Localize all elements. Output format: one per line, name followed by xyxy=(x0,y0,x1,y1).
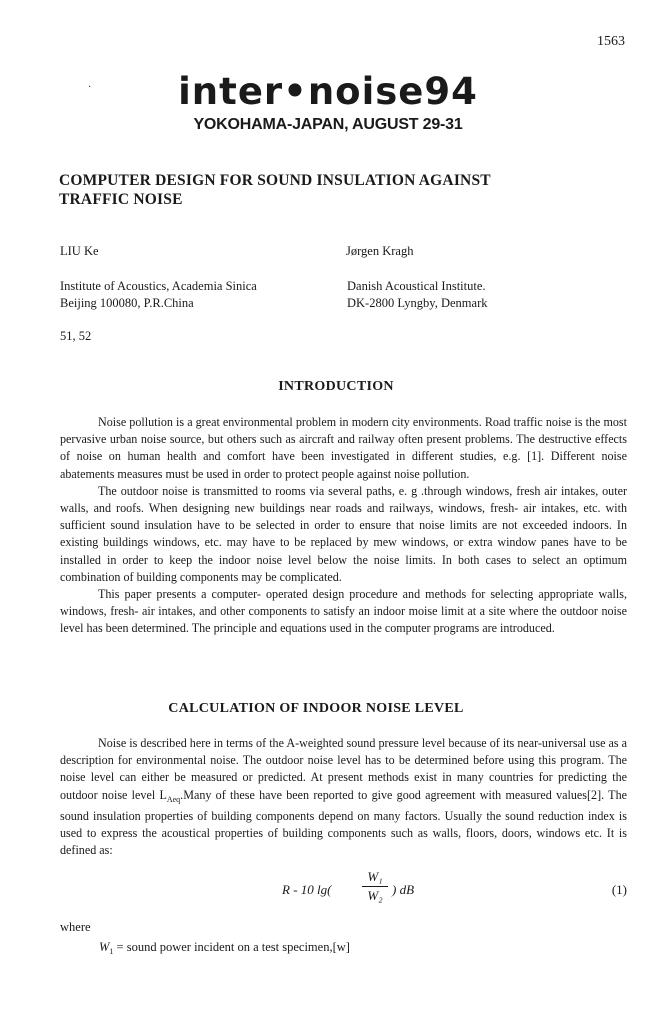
paragraph: This paper presents a computer- operated design procedure and methods for selecting appropriate walls, windows, fresh- air intakes, and other components to satisfy an indoor moise limit at a site where the outdoor noise level has been determined. The principle and equations used in the computer programs are introduced. xyxy=(60,587,627,636)
definition-subscript: 1 xyxy=(109,947,114,956)
affiliation-line: DK-2800 Lyngby, Denmark xyxy=(347,296,488,310)
definition-symbol: W xyxy=(99,940,110,954)
calculation-heading: CALCULATION OF INDOOR NOISE LEVEL xyxy=(168,701,464,716)
equation-1 xyxy=(60,868,627,910)
equation-lhs: R - 10 lg( xyxy=(282,882,332,897)
author-2-name: Jørgen Kragh xyxy=(346,244,414,258)
paragraph: The outdoor noise is transmitted to rooms via several paths, e. g .through windows, fresh air intakes, outer walls, and roofs. When designing new buildings near roads and railways, windows, fresh- air intakes, etc. with sufficient sound insulation have to be selected in order to ensure that noise limits are not exceeded indoors. In existing buildings windows, etc. may have to be replaced by mew windows, or extra window panes have to be installed in order to keep the indoor noise level below the noise limits. In both cases to select an optimum combination of building components may be complicated. xyxy=(60,483,627,584)
where-label: where xyxy=(60,920,91,934)
paragraph-text: .Many of these have been reported to give good agreement with measured values[2]. The sound insulation properties of building components depend on many factors. Usually the sound reduction index is used to express the acoustical properties of building components such as walls, floors, doors, windows etc. It is defined as: xyxy=(60,787,627,858)
calculation-body xyxy=(60,735,627,859)
paragraph-text: Noise is described here in terms of the A-weighted sound pressure level because of its near-universal use as a description for environmental noise. The outdoor noise level has to be determined before using this program. The noise level can either be measured or predicted. At present methods exist in many countries for predicting the outdoor noise level L xyxy=(60,736,627,802)
page-number: 1563 xyxy=(597,34,625,49)
definition-text: = sound power incident on a test specimen,[w] xyxy=(113,940,350,954)
paper-title xyxy=(59,171,579,209)
subscript: Aeq xyxy=(166,794,181,804)
paragraph: Noise pollution is a great environmental problem in modern city environments. Road traffic noise is the most pervasive urban noise source, but others such as aircraft and railway often present problems. The destructive effects of noise on human health and comfort have been investigated in different studies, e.g. [1]. Different noise abatements measures must be used in order to protect people against noise pollution. xyxy=(60,415,627,481)
title-line-1: COMPUTER DESIGN FOR SOUND INSULATION AGAINST xyxy=(59,172,491,189)
affiliation-line: Institute of Acoustics, Academia Sinica xyxy=(60,279,257,293)
definition-w1 xyxy=(99,940,350,956)
conference-logo: inter•noise94 xyxy=(178,70,478,113)
affiliation-line: Danish Acoustical Institute. xyxy=(347,279,486,293)
introduction-heading: INTRODUCTION xyxy=(278,379,394,394)
conference-location-date: YOKOHAMA-JAPAN, AUGUST 29-31 xyxy=(193,116,463,133)
stray-dot: · xyxy=(88,82,92,93)
author-1-name: LIU Ke xyxy=(60,244,99,258)
session-codes: 51, 52 xyxy=(60,329,92,343)
equation-numerator: W₁ xyxy=(362,868,388,887)
title-line-2: TRAFFIC NOISE xyxy=(59,191,183,208)
paragraph xyxy=(60,735,627,859)
equation-rhs: ) dB xyxy=(392,882,415,897)
equation-number: (1) xyxy=(611,882,627,897)
affiliation-line: Beijing 100080, P.R.China xyxy=(60,296,194,310)
equation-denominator: W₂ xyxy=(367,888,383,903)
author-2-affiliation xyxy=(347,278,488,312)
introduction-body xyxy=(60,414,627,638)
author-1-affiliation xyxy=(60,278,257,312)
equation-fraction xyxy=(362,868,388,905)
